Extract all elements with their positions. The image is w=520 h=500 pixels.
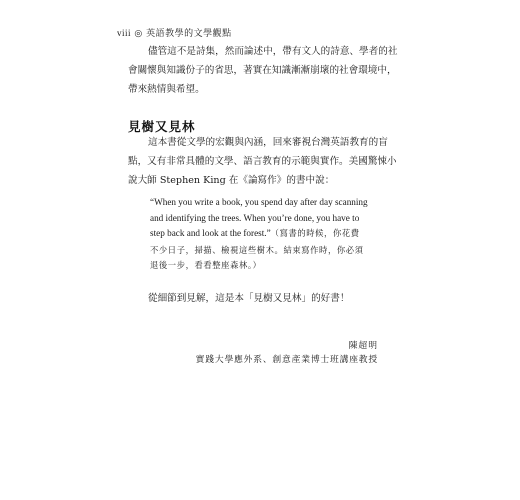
header-separator: ◎ (134, 29, 143, 39)
section-paragraph (128, 133, 397, 190)
quote-line-3 (150, 226, 370, 243)
quote-zh-line-1: 不少日子，掃描、檢視這些樹木。結束寫作時，你必須 (150, 244, 364, 255)
quote-line-2: and identifying the trees. When you’re done, you have to (150, 212, 360, 223)
block-quote (150, 195, 370, 274)
intro-paragraph (128, 42, 398, 99)
section-line-3: 說大師 Stephen King 在《論寫作》的書中說： (128, 175, 335, 186)
section-line-2: 點，又有非常具體的文學、語言教育的示範與實作。美國驚悚小 (128, 156, 397, 167)
section-line-1: 這本書從文學的宏觀與內涵，回來審視台灣英語教育的盲 (148, 137, 388, 148)
signature-title: 實踐大學應外系、創意產業博士班講座教授 (195, 355, 378, 365)
quote-zh-line-2: 退後一步，看看整座森林。） (150, 260, 262, 270)
intro-line-2: 會關懷與知識份子的省思，著實在知識漸漸崩壞的社會環境中， (128, 65, 397, 76)
quote-zh-start: （寫書的時候，你花費 (270, 228, 360, 238)
page-number: viii (117, 28, 132, 38)
book-title: 英語教學的文學觀點 (146, 29, 232, 39)
quote-line-1: “When you write a book, you spend day after day scanning (150, 197, 368, 207)
quote-en-end: step back and look at the forest.” (150, 228, 271, 238)
section-heading: 見樹又見林 (128, 119, 196, 134)
intro-line-3: 帶來熱情與希望。 (128, 84, 205, 95)
running-header (117, 26, 232, 39)
signature-name: 陳超明 (348, 341, 378, 351)
closing-sentence: 從細節到見解，這是本「見樹又見林」的好書！ (148, 293, 350, 304)
intro-line-1: 儘管這不是詩集，然而論述中，帶有文人的詩意、學者的社 (148, 46, 398, 57)
